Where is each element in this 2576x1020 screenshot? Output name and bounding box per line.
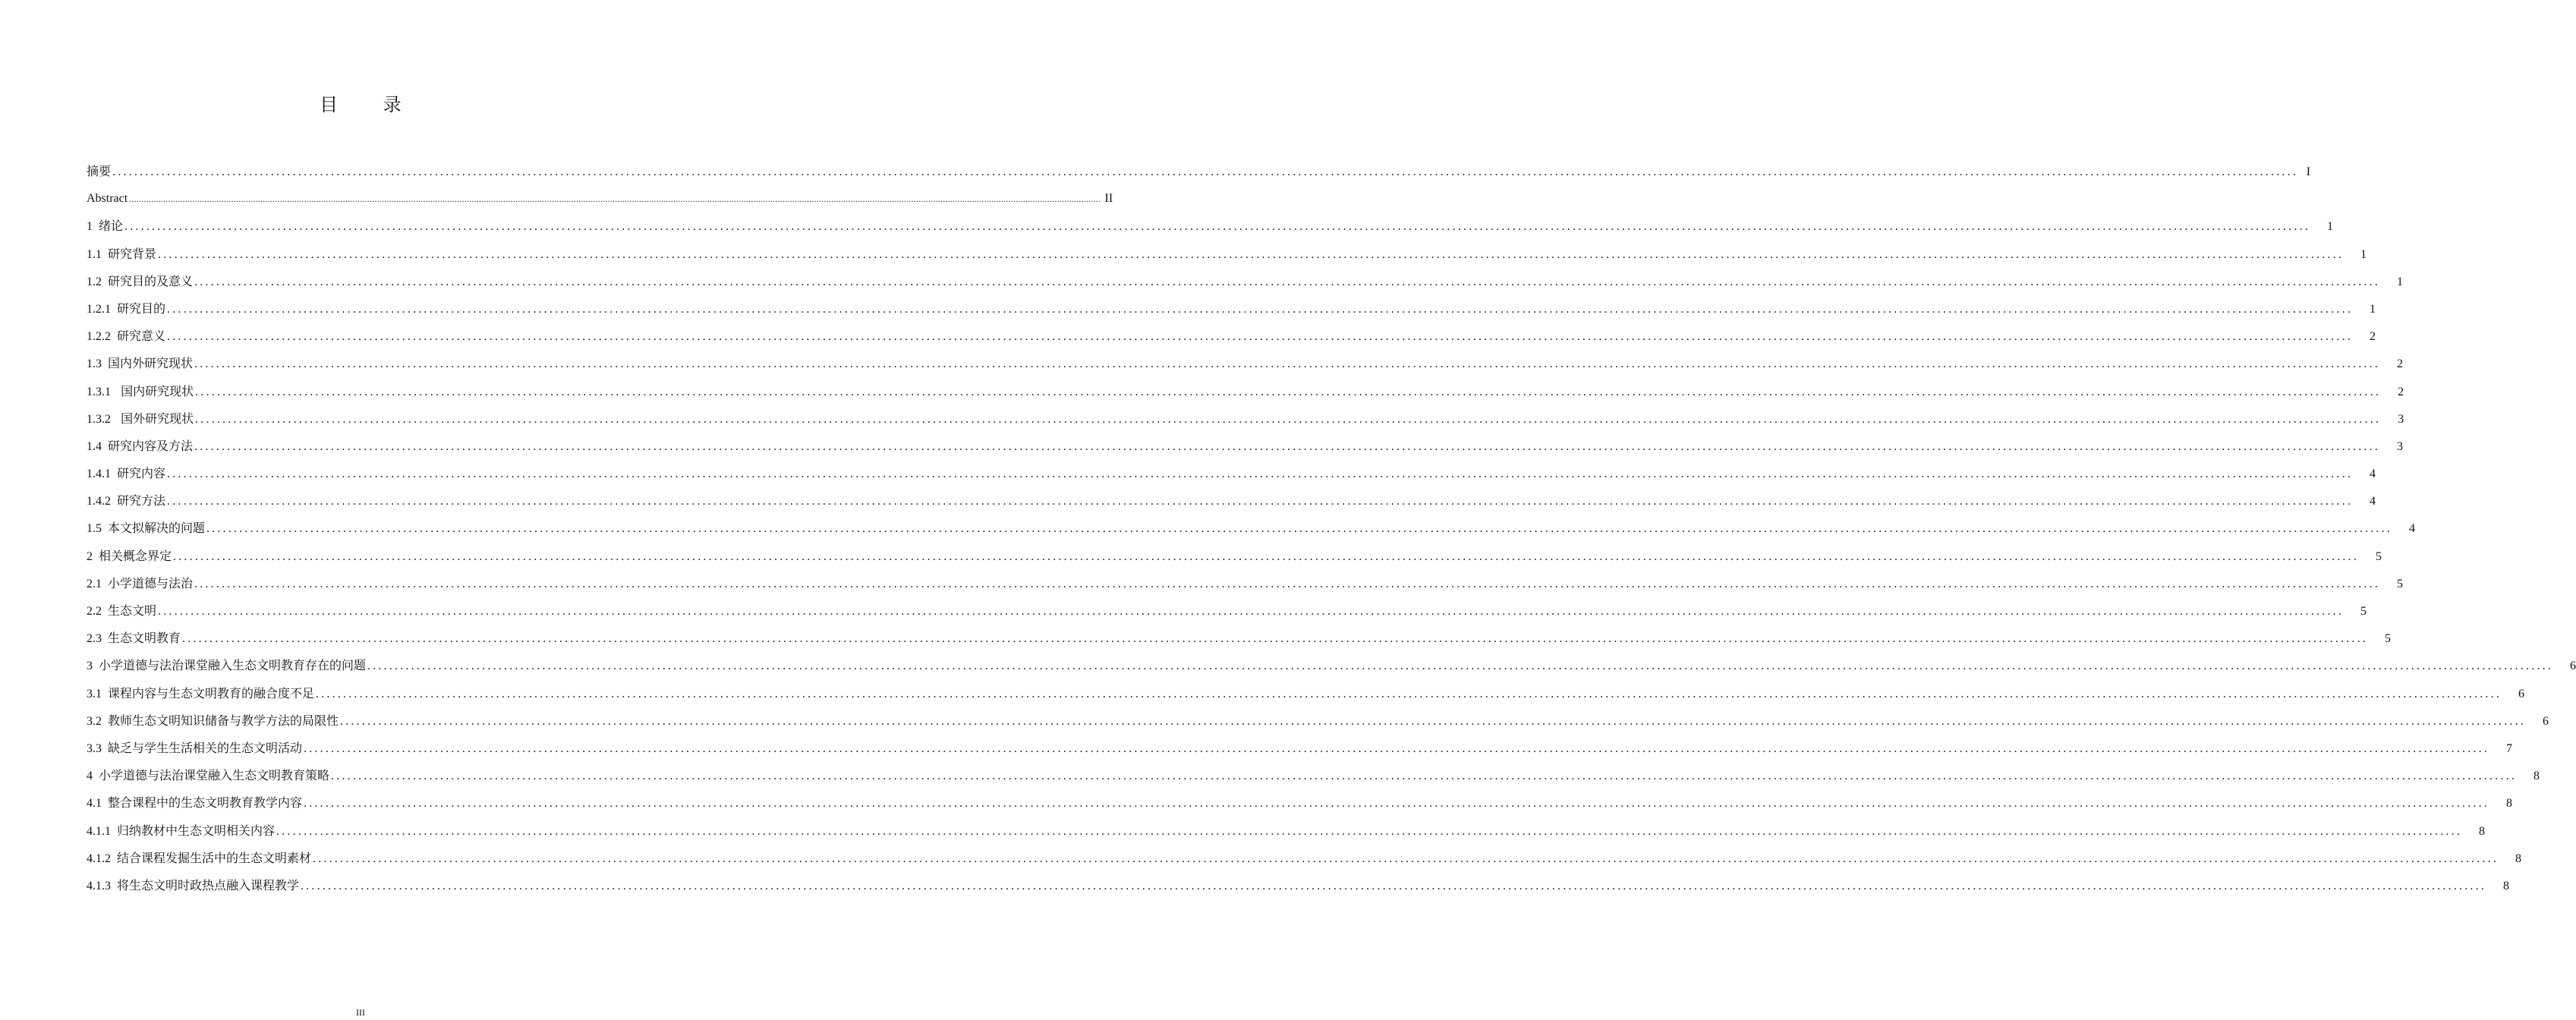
toc-entry-title: 整合课程中的生态文明教育教学内容 — [108, 795, 303, 811]
toc-entry[interactable] — [87, 817, 2486, 845]
toc-leader-dots: ................................................................................................................................................................................................................................................................................................................................................................................................................ — [158, 605, 2345, 618]
toc-entry-title: 归纳教材中生态文明相关内容 — [117, 823, 276, 838]
toc-entry-number: 1.2 — [87, 275, 102, 288]
page-title: 目 录 — [320, 94, 421, 115]
toc-entry-page: 7 — [2506, 741, 2513, 755]
toc-entry-page: 2 — [2370, 330, 2376, 344]
toc-entry-page: 8 — [2515, 852, 2522, 865]
toc-leader-dots: ................................................................................................................................................................................................................................................................................................................................................................................................................ — [331, 770, 2518, 783]
toc-entry-label — [87, 460, 165, 488]
toc-leader-dots: ................................................................................................................................................................................................................................................................................................................................................................................................................ — [194, 275, 2381, 288]
toc-entry-title: 结合课程发掘生活中的生态文明素材 — [117, 850, 312, 865]
toc-entry-label — [87, 543, 172, 571]
toc-entry[interactable] — [87, 460, 2376, 487]
toc-leader-dots: ................................................................................................................................................................................................................................................................................................................................................................................................................ — [304, 797, 2490, 811]
toc-entry[interactable] — [87, 789, 2513, 817]
page-number: III — [356, 1007, 365, 1018]
toc-leader-dots: ................................................................................................................................................................................................................................................................................................................................................................................................................ — [195, 412, 2382, 426]
toc-entry-label — [87, 652, 366, 680]
toc-entry[interactable] — [87, 241, 2367, 268]
toc-entry-page: 5 — [2360, 605, 2367, 618]
toc-entry-number: 1.5 — [87, 522, 102, 536]
toc-entry-label — [87, 487, 165, 515]
toc-entry[interactable] — [87, 433, 2404, 460]
toc-leader-dots: ................................................................................................................................................................................................................................................................................................................................................................................................................ — [304, 741, 2490, 755]
toc-leader-dots: ................................................................................................................................................................................................................................................................................................................................................................................................................ — [194, 439, 2381, 453]
toc-entry-number: 2.2 — [87, 605, 102, 618]
toc-entry[interactable] — [87, 735, 2513, 762]
toc-entry-number: 4.1 — [87, 797, 102, 811]
toc-entry-page: 5 — [2397, 577, 2404, 590]
toc-entry[interactable] — [87, 487, 2376, 515]
toc-entry-title: 研究内容及方法 — [108, 438, 194, 453]
toc-entry-page: 1 — [2327, 220, 2334, 234]
toc-entry-title: 国内研究现状 — [117, 383, 194, 398]
toc-entry[interactable] — [87, 158, 2311, 185]
toc-entry[interactable] — [87, 515, 2416, 542]
toc-leader-dots: ................................................................................................................................................................................................................................................................................................................................................................................................................ — [112, 165, 2299, 178]
toc-entry-label — [87, 570, 193, 598]
toc-entry-number: 4.1.2 — [87, 852, 111, 865]
toc-leader-dots: ................................................................................................................................................................................................................................................................................................................................................................................................................ — [167, 468, 2354, 481]
table-of-contents — [87, 158, 2576, 899]
toc-entry-title: 生态文明教育 — [108, 631, 181, 646]
toc-entry[interactable] — [87, 680, 2525, 707]
toc-entry-label — [87, 515, 205, 543]
toc-entry-number: 4.1.1 — [87, 824, 111, 838]
toc-leader-dots: ................................................................................................................................................................................................................................................................................................................................................................................................................ — [313, 852, 2499, 865]
toc-entry-label — [87, 185, 128, 212]
toc-entry-number: 1 — [87, 220, 93, 234]
toc-entry-page: 5 — [2376, 549, 2382, 563]
toc-entry-title: 小学道德与法治课堂融入生态文明教育策略 — [99, 768, 330, 783]
toc-entry-number: 1.3.2 — [87, 412, 111, 426]
toc-entry[interactable] — [87, 597, 2367, 625]
toc-entry[interactable] — [87, 350, 2404, 377]
toc-entry-page: 4 — [2370, 495, 2376, 508]
toc-entry[interactable] — [87, 845, 2522, 872]
toc-entry-title: 生态文明 — [108, 603, 157, 618]
toc-entry-number: 1.4.1 — [87, 468, 111, 481]
toc-entry-number: 2 — [87, 549, 93, 563]
toc-entry[interactable] — [87, 570, 2404, 597]
toc-entry[interactable] — [87, 652, 2576, 679]
toc-entry-number: 1.1 — [87, 247, 102, 261]
toc-entry-number: 3.1 — [87, 687, 102, 700]
toc-entry-title: 国内外研究现状 — [108, 356, 194, 371]
toc-entry-label — [87, 817, 275, 845]
toc-entry-page: 6 — [2570, 660, 2576, 673]
toc-entry-title: 研究意义 — [117, 329, 166, 344]
toc-entry-label — [87, 241, 156, 269]
toc-leader-dots: ................................................................................................................................................................................................................................................................................................................................................................................................................ — [367, 660, 2554, 673]
toc-leader-dots: ................................................................................................................................................................................................................................................................................................................................................................................................................ — [173, 549, 2360, 563]
toc-leader-dots: ................................................................................................................................................................................................................................................................................................................................................................................................................ — [316, 687, 2502, 700]
toc-entry-page: 4 — [2370, 468, 2376, 481]
toc-entry-title: 相关概念界定 — [99, 548, 172, 563]
toc-entry-label — [87, 625, 181, 653]
toc-leader-dots: ................................................................................................................................................................................................................................................................................................................................................................................................................ — [206, 522, 2393, 536]
toc-entry-title: Abstract — [87, 192, 128, 206]
toc-entry-title: 摘要 — [87, 164, 112, 178]
toc-entry-page: 2 — [2397, 357, 2404, 371]
toc-entry-label — [87, 268, 193, 296]
toc-entry-page: 3 — [2397, 439, 2404, 453]
toc-leader-dots: ................................................................................................................................................................................................................................................................................................................................................................................................................ — [182, 632, 2369, 646]
toc-entry-page: 6 — [2543, 714, 2549, 728]
toc-entry[interactable] — [87, 543, 2382, 570]
toc-entry[interactable] — [87, 872, 2510, 899]
toc-entry-page: 6 — [2518, 687, 2525, 700]
toc-entry-page: 2 — [2398, 385, 2404, 398]
toc-entry-number: 3.3 — [87, 741, 102, 755]
toc-entry-title: 缺乏与学生生活相关的生态文明活动 — [108, 740, 303, 755]
toc-entry-page: 8 — [2533, 770, 2540, 783]
toc-entry[interactable] — [87, 295, 2376, 323]
toc-entry-label — [87, 735, 302, 763]
toc-entry-number: 3.2 — [87, 714, 102, 728]
toc-entry[interactable] — [87, 212, 2334, 240]
toc-entry-label — [87, 762, 329, 790]
toc-entry-label — [87, 350, 193, 378]
toc-entry-number: 1.4.2 — [87, 495, 111, 508]
toc-entry-page: I — [2306, 165, 2311, 178]
toc-entry-number: 1.4 — [87, 439, 102, 453]
toc-entry[interactable] — [87, 707, 2549, 735]
toc-entry-title: 本文拟解决的问题 — [108, 521, 206, 536]
toc-leader-dots: ................................................................................................................................................................................................................................................................................................................................................................................................................ — [167, 302, 2354, 316]
toc-entry-title: 研究背景 — [108, 246, 157, 261]
toc-entry[interactable] — [87, 762, 2540, 789]
toc-entry[interactable] — [87, 323, 2376, 350]
toc-entry-label — [87, 707, 339, 735]
toc-entry-title: 研究目的 — [117, 301, 166, 316]
toc-entry-title: 小学道德与法治 — [108, 575, 194, 590]
toc-leader-dots: ................................................................................................................................................................................................................................................................................................................................................................................................................ — [167, 330, 2354, 344]
toc-entry-label — [87, 212, 123, 241]
toc-entry-title: 国外研究现状 — [117, 411, 194, 426]
toc-entry-title: 教师生态文明知识储备与教学方法的局限性 — [108, 713, 339, 728]
toc-entry-label — [87, 680, 314, 708]
toc-leader-dots: ................................................................................................................................................................................................................................................................................................................................................................................................................ — [194, 577, 2381, 590]
toc-entry-label — [87, 872, 299, 900]
toc-entry-title: 将生态文明时政热点融入课程教学 — [117, 877, 300, 892]
toc-entry[interactable] — [87, 625, 2392, 652]
toc-entry-number: 2.1 — [87, 577, 102, 590]
toc-entry-label — [87, 295, 165, 323]
toc-entry-number: 1.3 — [87, 357, 102, 371]
toc-leader-dots: ................................................................................................................................................................................................................................................................................................................................................................................................................ — [158, 247, 2345, 261]
toc-entry-label — [87, 433, 193, 461]
toc-entry-number: 1.2.1 — [87, 302, 111, 316]
toc-entry-page: 8 — [2506, 797, 2513, 811]
toc-entry-page: 1 — [2370, 302, 2376, 316]
toc-entry-number: 1.2.2 — [87, 330, 111, 344]
toc-entry-label — [87, 323, 165, 351]
toc-entry[interactable] — [87, 268, 2404, 295]
toc-entry-title: 课程内容与生态文明教育的融合度不足 — [108, 685, 315, 700]
toc-entry-number: 3 — [87, 660, 93, 673]
toc-entry-number: 1.3.1 — [87, 385, 111, 398]
toc-entry-title: 绪论 — [99, 219, 124, 234]
toc-entry-number: 4.1.3 — [87, 879, 111, 892]
toc-entry-label — [87, 845, 311, 873]
toc-entry-label — [87, 789, 302, 817]
toc-entry-page: 1 — [2397, 275, 2404, 288]
toc-entry-title: 研究目的及意义 — [108, 273, 194, 288]
toc-leader-dots: ................................................................................................................................................................................................................................................................................................................................................................................................................ — [340, 714, 2527, 728]
toc-entry-number: 2.3 — [87, 632, 102, 646]
toc-entry-page: 8 — [2479, 824, 2486, 838]
toc-entry-page: 1 — [2360, 247, 2367, 261]
toc-entry[interactable] — [87, 405, 2404, 433]
toc-entry-title: 研究内容 — [117, 466, 166, 481]
toc-entry-page: 3 — [2398, 412, 2404, 426]
toc-entry-page: 4 — [2409, 522, 2416, 536]
toc-entry-page: II — [1104, 192, 1113, 206]
toc-entry-title: 小学道德与法治课堂融入生态文明教育存在的问题 — [99, 658, 367, 673]
toc-leader-dots: ................................................................................................................................................................................................................................................................................................................................................................................................................ — [167, 495, 2354, 508]
toc-leader-dots: ................................................................................................................................................................................................................................................................................................................................................................................................................ — [129, 194, 1101, 205]
toc-entry[interactable] — [87, 185, 1113, 212]
toc-entry-number: 4 — [87, 770, 93, 783]
toc-leader-dots: ................................................................................................................................................................................................................................................................................................................................................................................................................ — [195, 385, 2382, 398]
toc-leader-dots: ................................................................................................................................................................................................................................................................................................................................................................................................................ — [276, 824, 2463, 838]
toc-entry-label — [87, 597, 156, 625]
toc-entry-label — [87, 378, 194, 406]
toc-leader-dots: ................................................................................................................................................................................................................................................................................................................................................................................................................ — [301, 879, 2487, 892]
toc-leader-dots: ................................................................................................................................................................................................................................................................................................................................................................................................................ — [194, 357, 2381, 371]
toc-entry-label — [87, 158, 111, 186]
toc-entry[interactable] — [87, 378, 2404, 405]
toc-entry-page: 5 — [2385, 632, 2392, 646]
toc-leader-dots: ................................................................................................................................................................................................................................................................................................................................................................................................................ — [124, 220, 2311, 234]
toc-entry-title: 研究方法 — [117, 493, 166, 508]
toc-entry-page: 8 — [2503, 879, 2510, 892]
toc-entry-label — [87, 405, 194, 433]
